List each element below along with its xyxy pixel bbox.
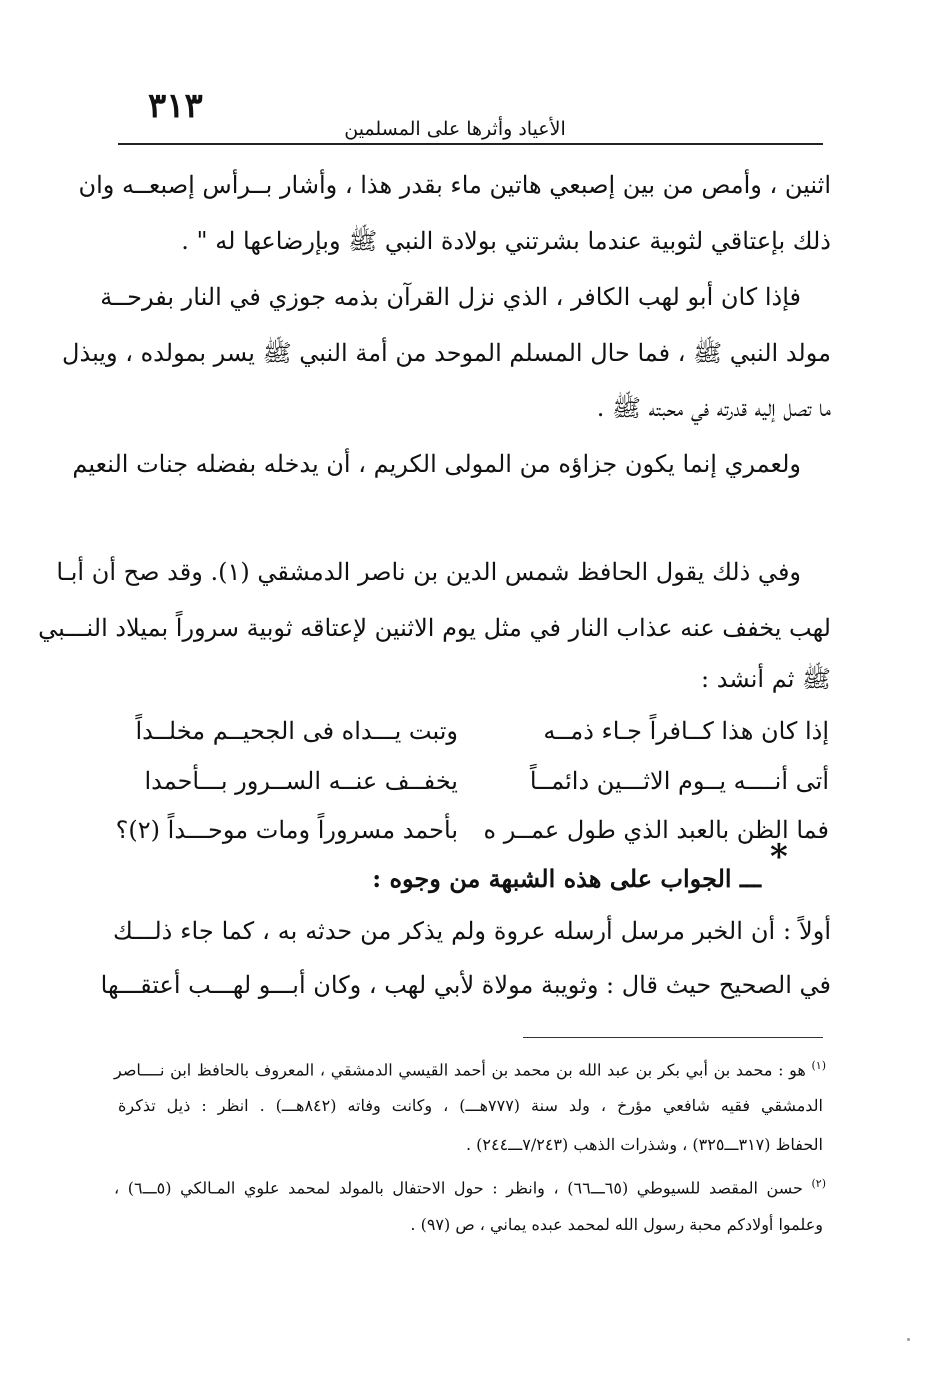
body-line: ولعمري إنما يكون جزاؤه من المولى الكريم ، أن يدخله بفضله جنات النعيم: [72, 450, 801, 478]
body-line: ذلك بإعتاقي لثوبية عندما بشرتني بولادة النبي ﷺ وبإرضاعها له " .: [181, 227, 831, 255]
body-line: أولاً : أن الخبر مرسل أرسله عروة ولم يذكر من حدثه به ، كما جاء ذلـــك: [113, 917, 831, 945]
body-line: لهب يخفف عنه عذاب النار في مثل يوم الاثنين لإعتاقه ثوبية سروراً بميلاد النـــبي: [38, 614, 831, 642]
page-number: ٣١٣: [148, 86, 203, 126]
running-title: الأعياد وأثرها على المسلمين: [344, 118, 566, 140]
footnote-rule: [523, 1037, 823, 1038]
footnote-number: (٢): [811, 1177, 827, 1190]
verse-second-half: وتبت يـــداه فى الجحيــم مخلــداً: [135, 717, 458, 745]
footnote-line: الدمشقي فقيه شافعي مؤرخ ، ولد سنة (٧٧٧هـــ) ، وكانت وفاته (٨٤٢هـــ) . انظر : ذيل تذكرة: [118, 1096, 824, 1115]
footnote-number: (١): [811, 1059, 827, 1072]
header-rule: [118, 143, 823, 145]
verse-first-half: أتى أنــــه يــوم الاثـــين دائمــاً: [529, 767, 829, 795]
body-line: ما تصل إليه قدرته في محبته ﷺ .: [596, 394, 831, 422]
footnote-line: [114, 1172, 826, 1196]
answer-heading: ـــ الجواب على هذه الشبهة من وجوه :: [372, 864, 761, 893]
verse-second-half: بأحمد مسروراً ومات موحـــداً (٢)؟: [115, 816, 458, 844]
scan-speck: [907, 1338, 910, 1341]
body-line: ﷺ ثم أنشد :: [701, 665, 831, 693]
verse-first-half: إذا كان هذا كــافراً جـاء ذمــه: [543, 717, 829, 745]
body-line: في الصحيح حيث قال : وثويبة مولاة لأبي لهب ، وكان أبـــو لهـــب أعتقـــها: [100, 971, 831, 999]
verse-first-half: فما الظن بالعبد الذي طول عمــر ه: [483, 816, 829, 844]
footnote-line: وعلموا أولادكم محبة رسول الله لمحمد عبده يماني ، ص (٩٧) .: [410, 1215, 823, 1234]
body-line: مولد النبي ﷺ ، فما حال المسلم الموحد من أمة النبي ﷺ يسر بمولده ، ويبذل: [62, 339, 831, 367]
footnote-text: حسن المقصد للسيوطي (٦٥ـــ٦٦) ، وانظر : حول الاحتفال بالمولد لمحمد علوي المـالكي (٥ـــ٦) ،: [114, 1178, 803, 1198]
footnote-text: هو : محمد بن أبي بكر بن عبد الله بن محمد بن أحمد القيسي الدمشقي ، المعروف بالحافظ ابن نــــاصر: [114, 1060, 806, 1080]
asterisk-marker: *: [770, 837, 788, 877]
body-line: فإذا كان أبو لهب الكافر ، الذي نزل القرآن بذمه جوزي في النار بفرحــة: [100, 283, 801, 311]
footnote-line: [114, 1054, 826, 1078]
body-line: اثنين ، وأمص من بين إصبعي هاتين ماء بقدر هذا ، وأشار بــرأس إصبعــه وان: [78, 171, 831, 199]
body-line: وفي ذلك يقول الحافظ شمس الدين بن ناصر الدمشقي (١). وقد صح أن أبـا: [56, 558, 801, 586]
footnote-line: الحفاظ (٣١٧ـــ٣٢٥) ، وشذرات الذهب (٧/٢٤٣ـــ٢٤٤) .: [465, 1135, 823, 1154]
verse-second-half: يخفــف عنــه الســرور بـــأحمدا: [144, 767, 458, 795]
